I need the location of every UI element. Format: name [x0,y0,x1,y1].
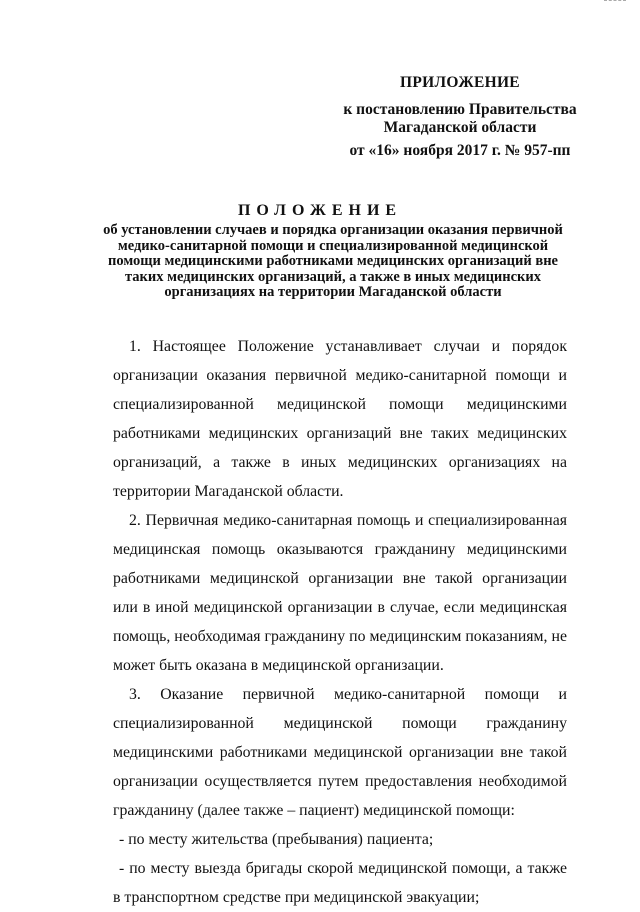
document-subtitle: об установлении случаев и порядка организации оказания первичной медико-санитарной помощи и специализированной медицинской помощи медицинскими работниками медицинских организаций вне таких медицинских организаций, а также в иных медицинских организациях на территории Магаданской области [103,222,563,300]
appendix-reference [330,101,590,137]
paragraph-3: 3. Оказание первичной медико-санитарной помощи и специализированной медицинской помощи гражданину медицинскими работниками медицинской организации вне такой организации осуществляется путем предоставления необходимой гражданину (далее также – пациент) медицинской помощи: [113,686,567,819]
bullet-item: - по месту выезда бригады скорой медицинской помощи, а также в транспортном средстве при медицинской эвакуации; [113,860,567,906]
appendix-title: ПРИЛОЖЕНИЕ [400,74,520,91]
paragraph-1: 1. Настоящее Положение устанавливает случаи и порядок организации оказания первичной медико-санитарной помощи и специализированной медицинской помощи медицинскими работниками медицинских организаций вне таких медицинских организаций, а также в иных медицинских организациях на территории Магаданской области. [113,338,567,500]
bullet-item: - по месту жительства (пребывания) пациента; [119,831,434,848]
paragraph-2: 2. Первичная медико-санитарная помощь и специализированная медицинская помощь оказываются гражданину медицинскими работниками медицинской организации вне такой организации или в иной медицинской организации в случае, если медицинская помощь, необходимая гражданину по медицинским показаниям, не может быть оказана в медицинской организации. [113,512,567,674]
appendix-line-1: к постановлению Правительства [343,101,577,118]
scan-corner-mark [604,0,626,1]
appendix-line-2: Магаданской области [383,119,537,136]
document-body [113,332,567,912]
document-title: ПОЛОЖЕНИЕ [237,202,403,219]
appendix-date-number: от «16» ноября 2017 г. № 957-пп [349,142,571,159]
